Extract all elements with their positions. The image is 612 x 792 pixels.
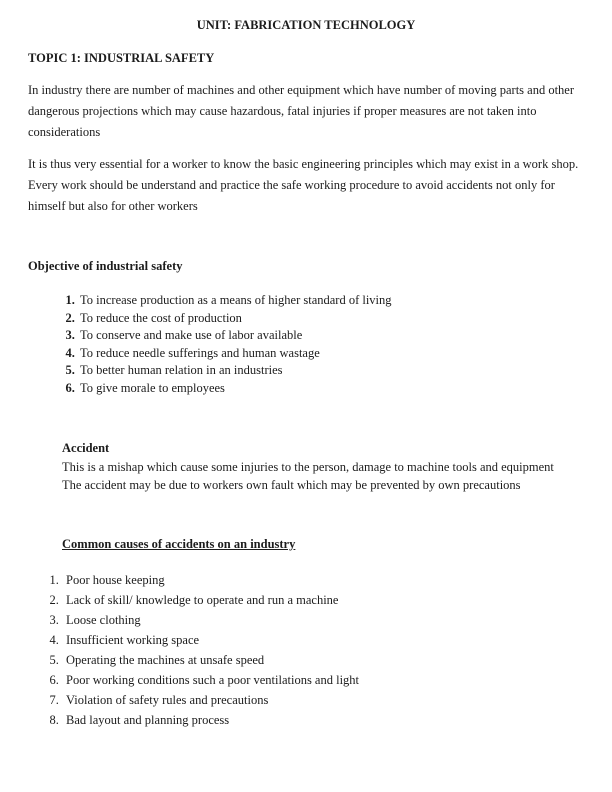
list-item: 8. Bad layout and planning process <box>62 710 584 730</box>
list-item: 1. To increase production as a means of higher standard of living <box>78 292 584 310</box>
list-item: 5. To better human relation in an industries <box>78 362 584 380</box>
list-item: 3. Loose clothing <box>62 610 584 630</box>
objectives-list <box>28 292 584 397</box>
list-item: 7. Violation of safety rules and precautions <box>62 690 584 710</box>
list-item: 6. To give morale to employees <box>78 380 584 398</box>
accident-section <box>62 439 584 495</box>
list-item: 6. Poor working conditions such a poor ventilations and light <box>62 670 584 690</box>
accident-text-1: This is a mishap which cause some injuries to the person, damage to machine tools and equipment <box>62 459 554 474</box>
document-title: UNIT: FABRICATION TECHNOLOGY <box>196 18 416 32</box>
causes-heading: Common causes of accidents on an industry <box>62 536 296 551</box>
intro-paragraph-1: In industry there are number of machines and other equipment which have number of moving parts and other dangerous projections which may cause hazardous, fatal injuries if proper measures are not taken into considerations <box>28 83 575 139</box>
topic-heading: TOPIC 1: INDUSTRIAL SAFETY <box>28 51 215 65</box>
list-item: 2. Lack of skill/ knowledge to operate and run a machine <box>62 590 584 610</box>
accident-text-2: The accident may be due to workers own fault which may be prevented by own precautions <box>62 478 521 492</box>
list-item: 2. To reduce the cost of production <box>78 310 584 328</box>
accident-heading: Accident <box>62 441 110 455</box>
causes-list <box>28 570 584 730</box>
intro-paragraph-2: It is thus very essential for a worker to know the basic engineering principles which may exist in a work shop. Every work should be understand and practice the safe working procedure to avoid accidents not only for himself but also for other workers <box>28 157 579 213</box>
list-item: 1. Poor house keeping <box>62 570 584 590</box>
list-item: 4. To reduce needle sufferings and human wastage <box>78 345 584 363</box>
objectives-heading: Objective of industrial safety <box>28 259 183 273</box>
list-item: 3. To conserve and make use of labor available <box>78 327 584 345</box>
list-item: 5. Operating the machines at unsafe speed <box>62 650 584 670</box>
list-item: 4. Insufficient working space <box>62 630 584 650</box>
